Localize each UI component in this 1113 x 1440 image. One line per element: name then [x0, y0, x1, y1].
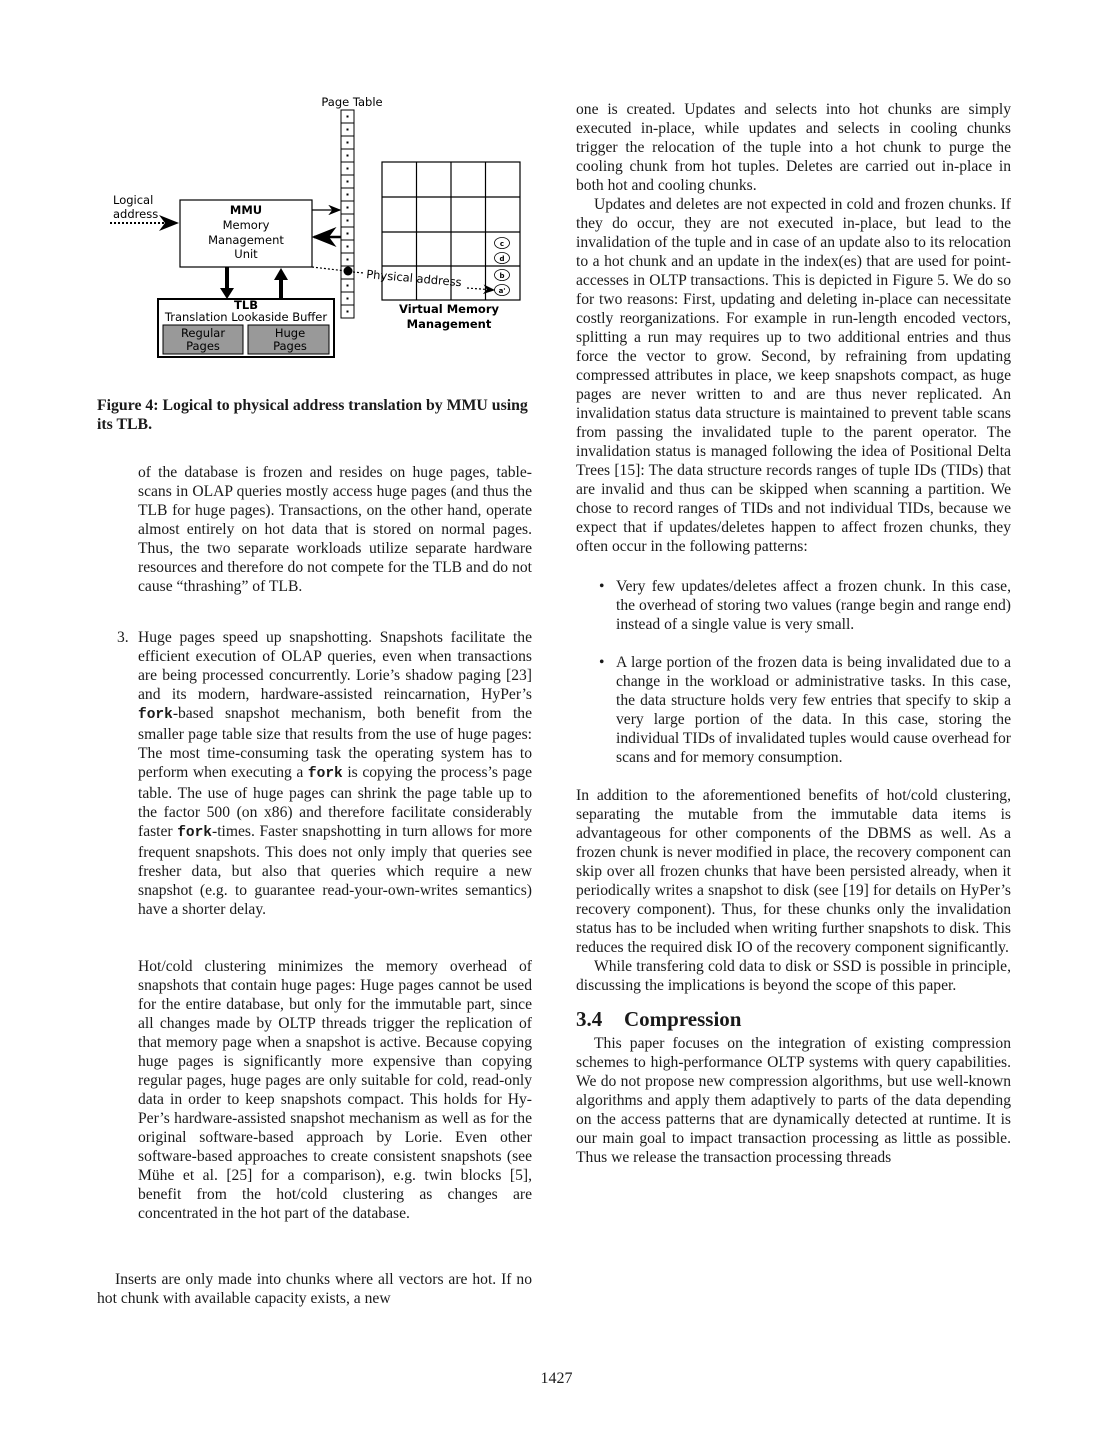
- mmu-line3: Unit: [234, 247, 258, 261]
- figure-caption: Figure 4: Logical to physical address translation by MMU using its TLB.: [97, 397, 528, 433]
- paragraph: Updates and deletes are not expected in cold and frozen chunks. If they do occur, they are not executed in-place, but lead to the invalidation of the tuple and in case of an update also to its relocation to a hot chunk and an update in the index(es) that are used for point-accesses in OLTP transactions. This is depicted in Figure 5. We do so for two reasons: First, updating and deleting in-place can necessitate costly reorganizations. For example in run-length encoded vectors, splitting a run may requires up to two additional entries and thus force the vector to grow. Second, by refraining from updating compressed attributes in place, we keep snapshots compact, as huge pages are never written to and are thus never replicated. An invalidation status data structure is maintained to prevent table scans from passing the invalidated tuple to the parent operator. The invalidation status is managed following the idea of Positional Delta Trees [15]: The data structure records ranges of tuple IDs (TIDs) that are invalid and thus can be skipped when scanning a partition. We chose to record ranges of TIDs and not individual TIDs, because we expect that if updates/deletes happen to affect frozen chunks, they often occur in the following patterns:: [576, 196, 1011, 555]
- mmu-line2: Management: [208, 233, 284, 247]
- paragraph: In addition to the aforementioned benefits of hot/cold clustering, separating the mutable from the immutable data items is advantageous for other components of the DBMS as well. As a frozen chunk is never modified in place, the recovery component can skip over all frozen chunks that have been persisted already, when it periodically writes a snapshot to disk (see [19] for details on HyPer’s recovery component). Thus, for these chunks only the invalidation status has to be included when writing further snapshots to disk. This reduces the required disk IO of the recovery component significantly.: [576, 787, 1011, 956]
- logical-address-label-line2: address: [113, 207, 159, 221]
- page-table: [341, 110, 354, 318]
- entry-dot-icon: [347, 311, 349, 313]
- section-title: Compression: [624, 1007, 742, 1031]
- bullet-item: • A large portion of the frozen data is being invalidated due to a change in the workload or administrative tasks. In this case, the data structure holds very few entries that specify to skip a very large portion of the data. In this case, storing the individual TIDs of invalidated tuples would cause overhead for scans and for memory consumption.: [599, 654, 1011, 766]
- entry-dot-icon: [347, 298, 349, 300]
- entry-dot-icon: [347, 116, 349, 118]
- entry-dot-icon: [347, 181, 349, 183]
- svg-text:d: d: [499, 255, 505, 263]
- selected-page-entry-marker: [344, 267, 353, 276]
- section-heading: [576, 1006, 1011, 1032]
- paragraph: Inserts are only made into chunks where all vectors are hot. If no hot chunk with available capacity exists, a new: [97, 1271, 532, 1307]
- svg-text:Pages: Pages: [186, 339, 220, 353]
- paragraph: of the database is frozen and resides on huge pages, table-scans in OLAP queries mostly access huge pages (and thus the TLB for huge pages). Transactions, on the other hand, operate almost entirely on hot data that is stored on normal pages. Thus, the two separate workloads utilize separate hardware resources and therefore do not compete for the TLB and do not cause “thrashing” of TLB.: [138, 464, 532, 595]
- memory-slot-b: [495, 270, 510, 281]
- tlb-title: TLB: [234, 298, 258, 312]
- bullet-icon: •: [599, 578, 605, 595]
- memory-slot-d: [495, 253, 510, 264]
- entry-dot-icon: [347, 168, 349, 170]
- paragraph: While transfering cold data to disk or SSD is possible in principle, discussing the implications is beyond the scope of this paper.: [576, 958, 1011, 994]
- physical-address-label: Physical address: [365, 267, 463, 290]
- bullet-icon: •: [599, 654, 605, 671]
- vmm-label-line1: Virtual Memory: [399, 302, 499, 316]
- list-item-body: Huge pages speed up snapshotting. Snapshots facilitate the efficient execution of OLAP queries, even when transactions are being processed concurrently. Lorie’s shadow paging [23] and its modern, hardware-assisted reincarnation, HyPer’s fork-based snapshot mechanism, both benefit from the smaller page table size that results from the use of huge pages: The most time-consuming task the operating system has to perform when executing a fork is copying the process’s page table. The use of huge pages can shrink the page table up to the factor 500 (on x86) and therefore facilitate considerably faster fork-times. Faster snapshotting in turn allows for more frequent snapshots. This does not only imply that queries see fresher data, but also that queries which require a new snapshot (e.g. to guarantee read-your-own-writes semantics) have a shorter delay.: [138, 629, 532, 918]
- list-number: 3.: [117, 629, 129, 646]
- entry-dot-icon: [347, 220, 349, 222]
- inserts-paragraph: [97, 1270, 532, 1308]
- hotcold-paragraph: [138, 957, 532, 1223]
- entry-dot-icon: [347, 285, 349, 287]
- svg-text:c: c: [499, 240, 505, 248]
- svg-text:Huge: Huge: [274, 326, 306, 340]
- memory-slot-c: [495, 238, 510, 249]
- physical-address-arrow: [467, 288, 494, 290]
- entry-dot-icon: [347, 246, 349, 248]
- left-continuation-paragraph: [138, 463, 532, 596]
- entry-dot-icon: [347, 129, 349, 131]
- memory-slot-a-prime: [495, 285, 510, 296]
- code-fork: fork: [138, 707, 173, 723]
- code-fork: fork: [307, 766, 343, 782]
- right-column: [576, 100, 1011, 1167]
- mmu-to-tlb-arrow-head: [220, 288, 234, 299]
- entry-dot-icon: [347, 259, 349, 261]
- bullet-list: [576, 577, 1011, 767]
- logical-address-label-line1: Logical: [113, 193, 154, 207]
- mmu-title: MMU: [229, 203, 263, 217]
- vmm-label-line2: Management: [406, 317, 492, 331]
- entry-dot-icon: [347, 207, 349, 209]
- address-translation-diagram: [100, 92, 540, 367]
- paragraph: Hot/cold clustering minimizes the memory overhead of snapshots that contain huge pages: Huge pages cannot be used for the entire database, but only for the immutable part, since all changes made by OLTP threads trigger the replication of that memory page when a snapshot is active. Because copying huge pages is significantly more expensive than copying regular pages, huge pages are only suitable for cold, read-only data in order to keep snapshots compact. This holds for HyPer’s hardware-assisted snapshot mechanism as well as for the original software-based approach by Lorie. Even other software-based approaches to create consistent snapshots (see Mühe et al. [25] for a comparison), e.g. twin blocks [5], benefit from the hot/cold clustering as changes are concentrated in the hot part of the database.: [138, 958, 532, 1222]
- paragraph: This paper focuses on the integration of existing compression schemes to high-performance OLTP systems with query capabilities. We do not propose new compression algorithms, but use well-known algorithms and apply them adaptively to parts of the data depending on the access patterns that are dynamically detected at runtime. It is our main goal to impact transaction processing as little as possible. Thus we release the transaction processing threads: [576, 1035, 1011, 1166]
- figure-4-diagram: [100, 92, 540, 367]
- entry-dot-icon: [347, 233, 349, 235]
- svg-text:b: b: [499, 272, 505, 280]
- tlb-subtitle: Translation Lookaside Buffer: [164, 310, 328, 324]
- entry-dot-icon: [347, 142, 349, 144]
- numbered-item-3: [97, 628, 532, 919]
- bullet-item: • Very few updates/deletes affect a frozen chunk. In this case, the overhead of storing two values (range begin and range end) instead of a single value is very small.: [599, 578, 1011, 633]
- code-fork: fork: [177, 825, 213, 841]
- svg-text:Regular: Regular: [180, 326, 226, 340]
- section-number: 3.4: [576, 1007, 603, 1031]
- svg-text:a': a': [498, 287, 506, 295]
- mmu-line1: Memory: [222, 218, 270, 232]
- entry-dot-icon: [347, 155, 349, 157]
- paragraph: one is created. Updates and selects into hot chunks are simply executed in-place, while updates and selects in cooling chunks trigger the relocation of the tuple into a hot chunk to purge the cooling chunk from hot tuples. Deletes are carried out in-place in both hot and cooling chunks.: [576, 101, 1011, 194]
- page-table-label: Page Table: [321, 95, 383, 109]
- svg-text:Pages: Pages: [273, 339, 307, 353]
- entry-dot-icon: [347, 194, 349, 196]
- tlb-to-mmu-arrow-head: [274, 268, 288, 280]
- page-number: 1427: [540, 1370, 573, 1387]
